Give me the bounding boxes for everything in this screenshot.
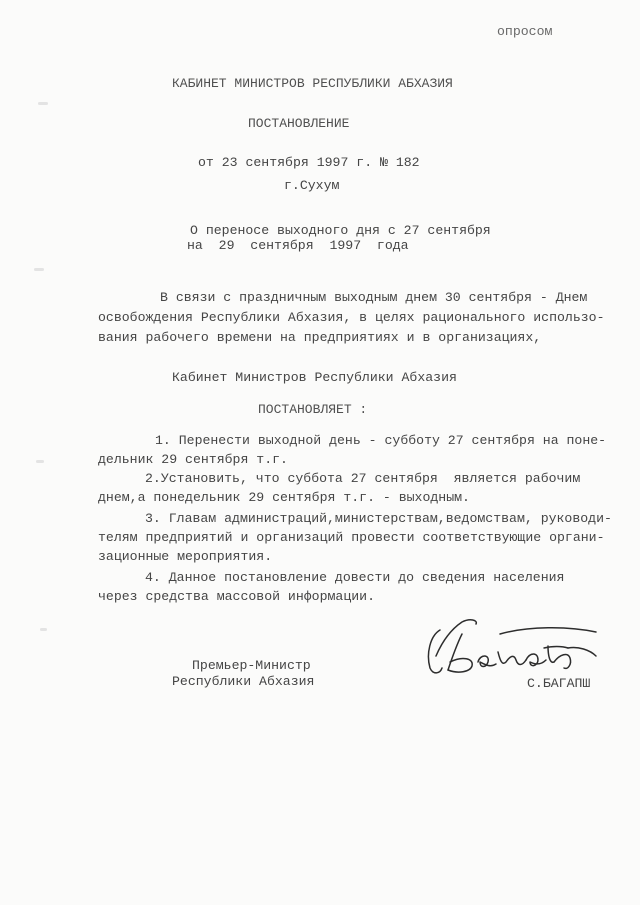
item-3-line-2: телям предприятий и организаций провести соответствующие органи- [98,530,605,545]
signer-name: С.БАГАПШ [527,676,591,691]
organization-title: КАБИНЕТ МИНИСТРОВ РЕСПУБЛИКИ АБХАЗИЯ [172,76,453,91]
item-1-line-1: 1. Перенести выходной день - субботу 27 сентября на поне- [155,433,607,448]
subject-line-2: на 29 сентября 1997 года [187,238,409,253]
handwritten-note: опросом [497,24,553,39]
preamble-line-1: В связи с праздничным выходным днем 30 сентября - Днем [160,290,588,305]
scan-artifact [38,102,48,105]
item-2-line-1: 2.Установить, что суббота 27 сентября является рабочим [145,471,581,486]
item-2-line-2: днем,а понедельник 29 сентября т.г. - выходным. [98,490,470,505]
date-and-number: от 23 сентября 1997 г. № 182 [198,155,420,170]
signer-title-line-1: Премьер-Министр [192,658,311,673]
item-1-line-2: дельник 29 сентября т.г. [98,452,288,467]
resolves-verb: ПОСТАНОВЛЯЕТ : [258,402,368,417]
item-3-line-1: 3. Главам администраций,министерствам,ведомствам, руководи- [145,511,612,526]
city: г.Сухум [284,178,340,193]
signer-title-line-2: Республики Абхазия [172,674,315,689]
resolving-body: Кабинет Министров Республики Абхазия [172,370,457,385]
item-4-line-1: 4. Данное постановление довести до сведения населения [145,570,565,585]
item-4-line-2: через средства массовой информации. [98,589,375,604]
preamble-line-2: освобождения Республики Абхазия, в целях рационального использо- [98,310,605,325]
scan-artifact [34,268,44,271]
subject-line-1: О переносе выходного дня с 27 сентября [190,223,491,238]
handwritten-signature-icon [418,612,618,687]
item-3-line-3: зационные мероприятия. [98,549,273,564]
document-type: ПОСТАНОВЛЕНИЕ [248,116,350,131]
scan-artifact [36,460,44,463]
scan-artifact [40,628,47,631]
preamble-line-3: вания рабочего времени на предприятиях и в организациях, [98,330,542,345]
